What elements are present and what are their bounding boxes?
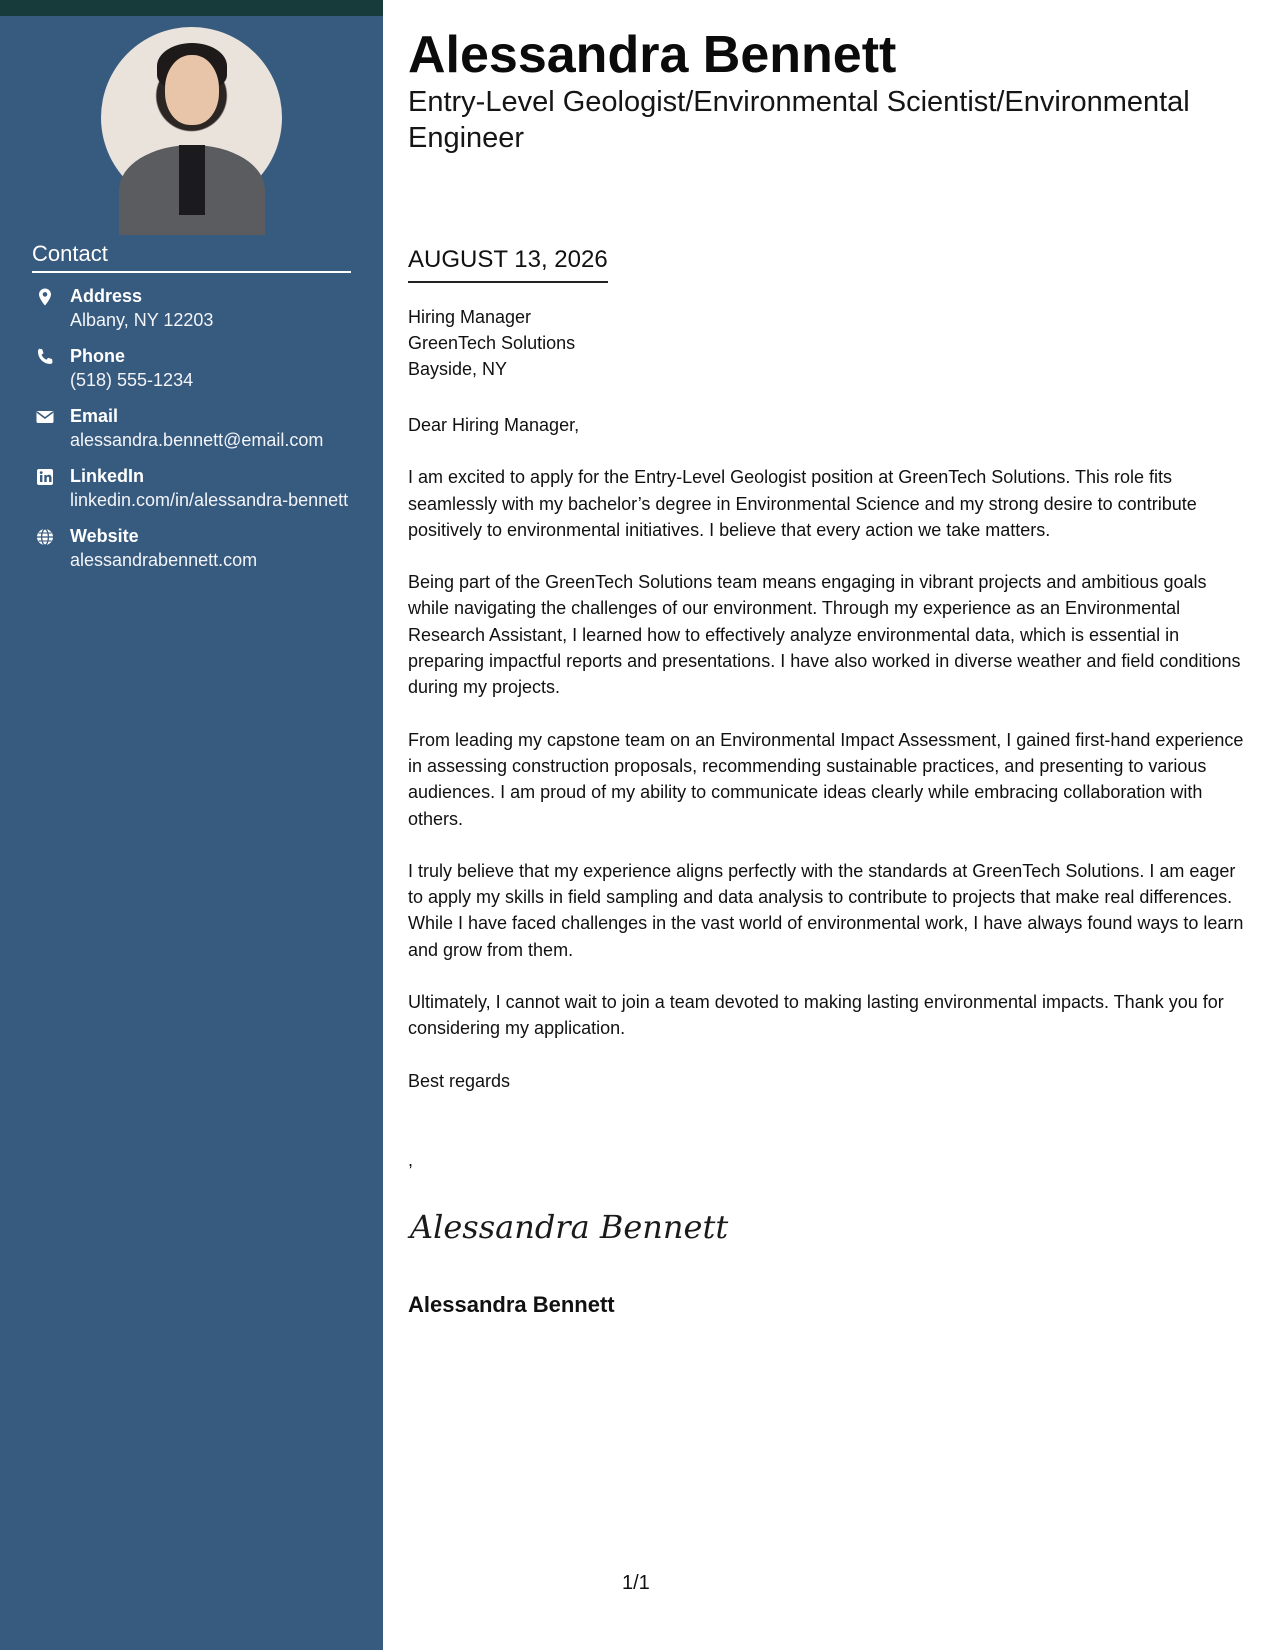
contact-linkedin — [32, 464, 352, 512]
envelope-icon — [35, 407, 55, 427]
body-paragraph: From leading my capstone team on an Environmental Impact Assessment, I gained first-hand experience in assessing construction proposals, recommending sustainable practices, and presenting to various audiences. I am proud of my ability to communicate ideas clearly while embracing collaboration with others. — [408, 729, 1244, 829]
sidebar — [0, 0, 383, 1650]
profile-photo — [101, 27, 282, 208]
body-paragraph: Ultimately, I cannot wait to join a team devoted to making lasting environmental impacts. Thank you for considering my application. — [408, 992, 1224, 1039]
phone-icon — [35, 347, 55, 367]
globe-icon — [35, 527, 55, 547]
contact-value: (518) 555-1234 — [70, 370, 194, 390]
linkedin-icon — [35, 467, 55, 487]
contact-label: LinkedIn — [70, 466, 145, 486]
contact-address — [32, 284, 352, 332]
body-paragraph: I truly believe that my experience aligns perfectly with the standards at GreenTech Solutions. I am eager to apply my skills in field sampling and data analysis to contribute to projects that make real differences. While I have faced challenges in the vast world of environmental work, I have always found ways to learn and grow from them. — [408, 860, 1244, 960]
map-pin-icon — [35, 287, 55, 307]
contact-value: alessandra.bennett@email.com — [70, 430, 324, 450]
sidebar-top-bar — [0, 0, 383, 16]
closing: Best regards — [408, 1070, 511, 1091]
contact-label: Email — [70, 406, 119, 426]
handwritten-signature — [408, 1206, 729, 1248]
contact-phone — [32, 344, 352, 392]
letter-date: AUGUST 13, 2026 — [408, 245, 608, 283]
contact-list — [32, 284, 352, 584]
page-number: 1/1 — [622, 1572, 650, 1594]
contact-email — [32, 404, 352, 452]
signature-text: Alessandra Bennett — [410, 1208, 729, 1246]
contact-value: Albany, NY 12203 — [70, 310, 214, 330]
contact-label: Address — [70, 286, 143, 306]
closing-comma: , — [408, 1150, 414, 1170]
contact-value: linkedin.com/in/alessandra-bennett — [70, 490, 349, 510]
recipient-line: Hiring Manager — [408, 307, 532, 327]
contact-value: alessandrabennett.com — [70, 550, 258, 570]
salutation: Dear Hiring Manager, — [408, 415, 580, 435]
body-paragraph: I am excited to apply for the Entry-Level Geologist position at GreenTech Solutions. This role fits seamlessly with my bachelor’s degree in Environmental Science and my strong desire to contribute positively to environmental initiatives. I believe that every action we take matters. — [408, 467, 1197, 540]
contact-label: Website — [70, 526, 139, 546]
recipient-line: GreenTech Solutions — [408, 333, 576, 353]
body-paragraph: Being part of the GreenTech Solutions team means engaging in vibrant projects and ambitious goals while navigating the challenges of our environment. Through my experience as an Environmental Research Assistant, I learned how to effectively analyze environmental data, which is essential in preparing impactful reports and presentations. I have also worked in diverse weather and field conditions during my projects. — [408, 572, 1241, 698]
applicant-name: Alessandra Bennett — [408, 26, 897, 84]
job-title: Entry-Level Geologist/Environmental Scientist/Environmental Engineer — [408, 86, 1190, 154]
contact-website — [32, 524, 352, 572]
recipient-block — [408, 304, 575, 382]
signed-name: Alessandra Bennett — [408, 1292, 615, 1317]
contact-label: Phone — [70, 346, 126, 366]
letter-body — [408, 412, 1248, 1120]
contact-heading: Contact — [32, 241, 351, 273]
recipient-line: Bayside, NY — [408, 359, 508, 379]
